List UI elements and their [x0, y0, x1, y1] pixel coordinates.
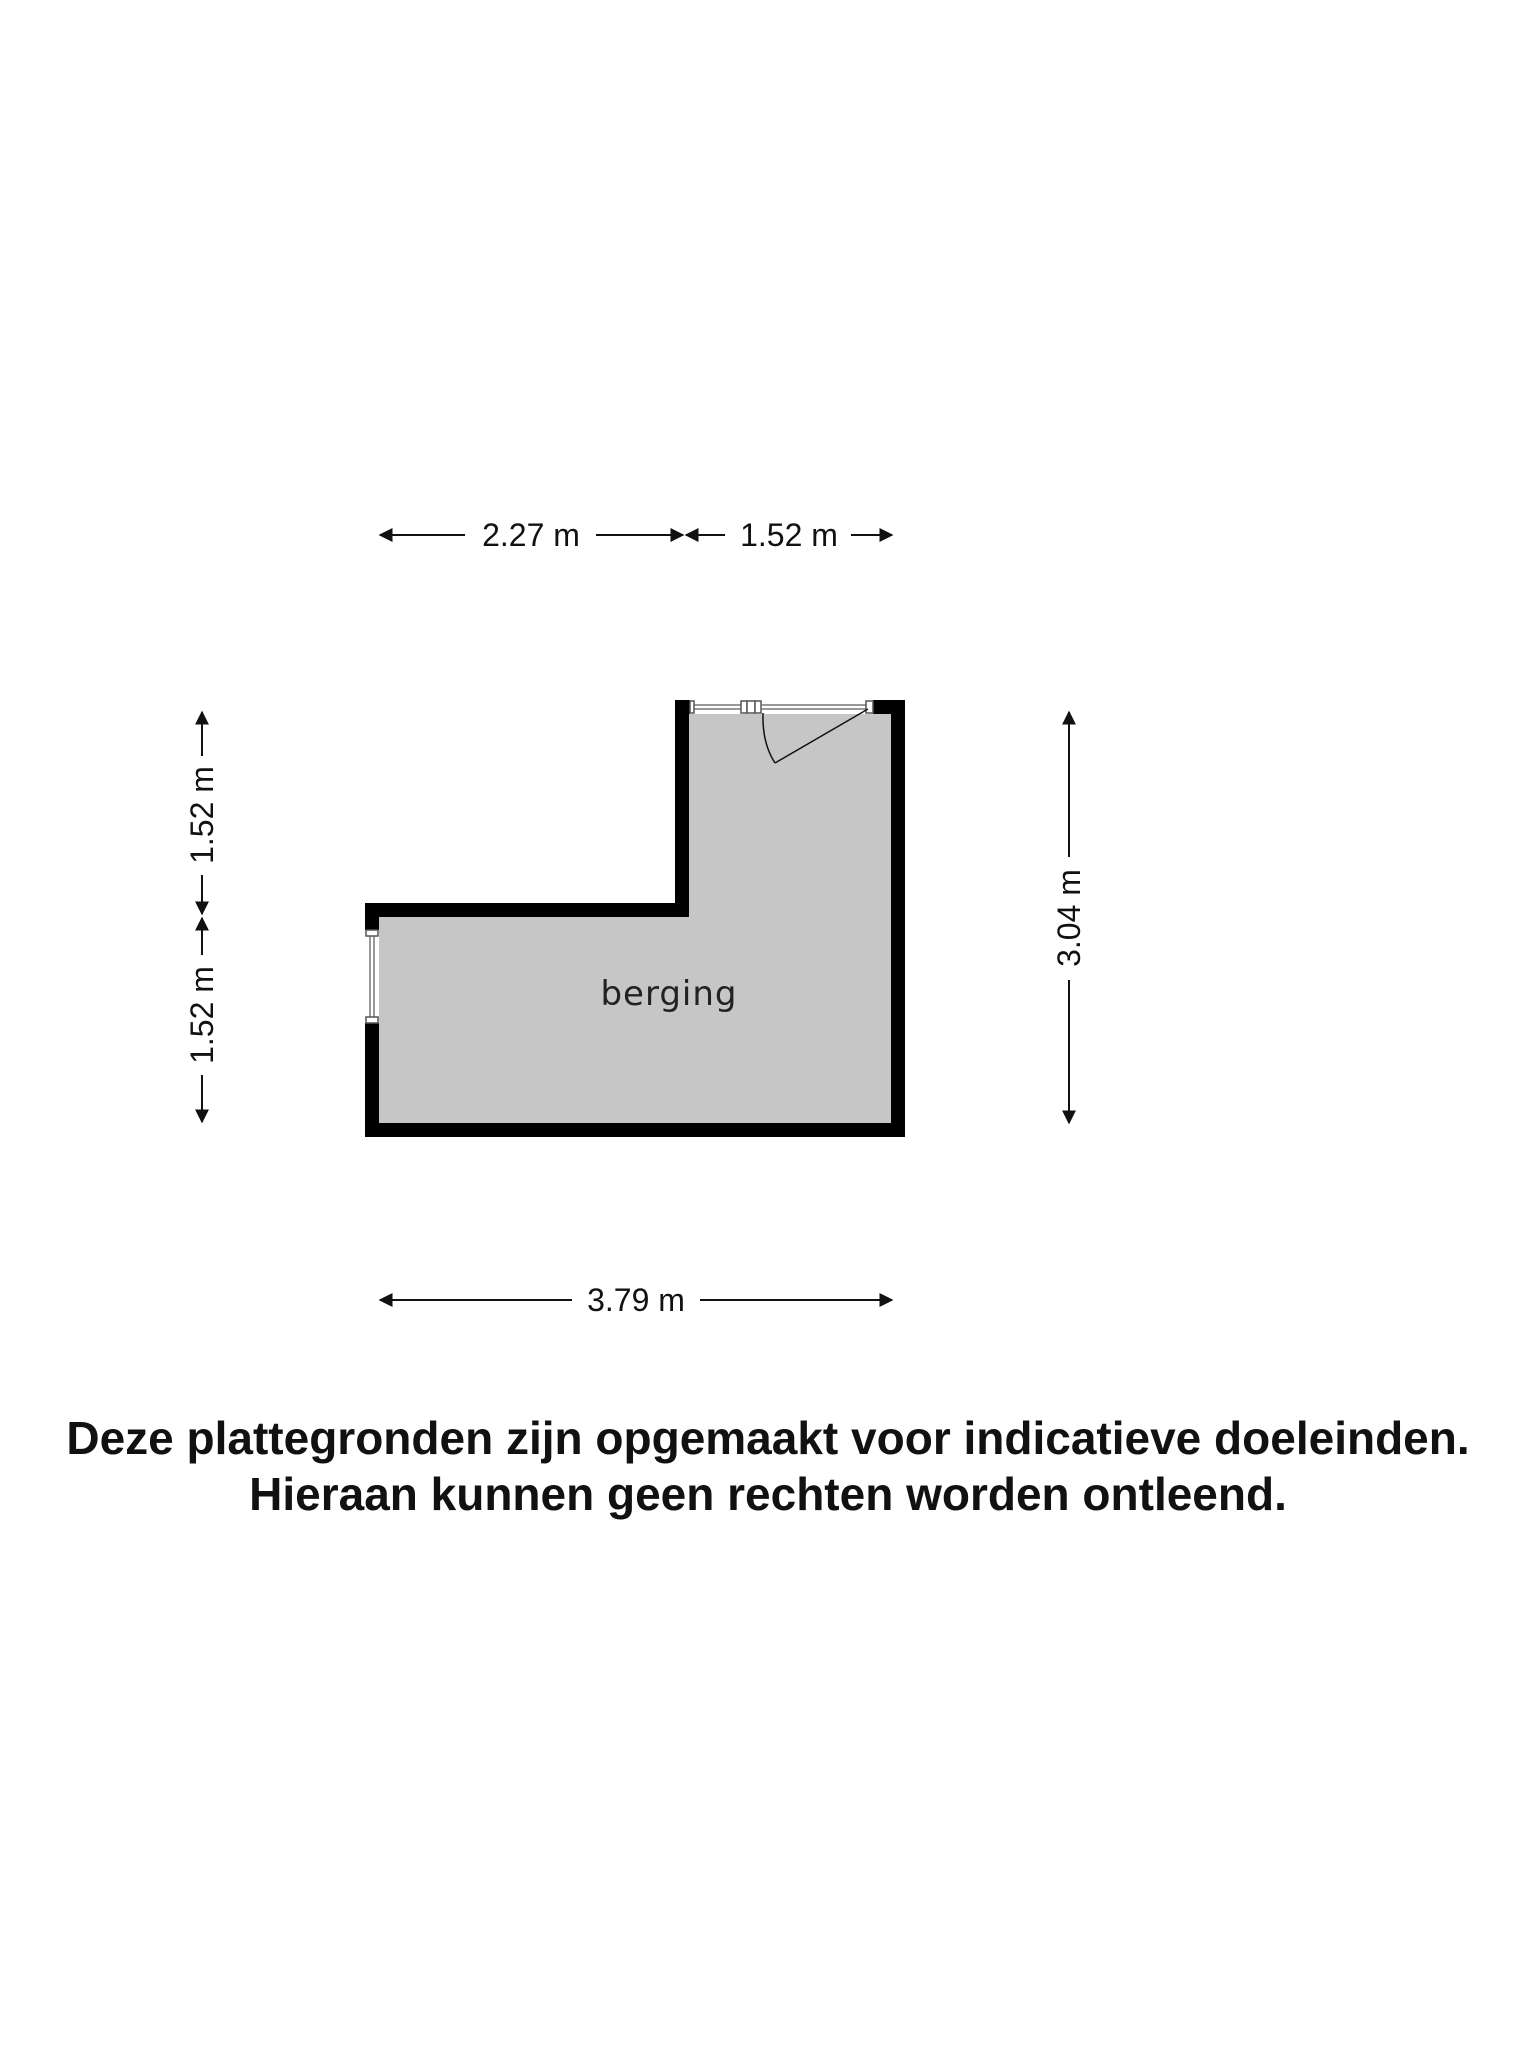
dimension-bottom: [380, 1282, 892, 1318]
disclaimer-line-2: Hieraan kunnen geen rechten worden ontleend.: [249, 1468, 1287, 1520]
floor-area: [379, 714, 891, 1123]
dimension-left-upper-label: 1.52 m: [184, 766, 220, 864]
dimension-left-lower-label: 1.52 m: [184, 966, 220, 1064]
dimension-top-right-label: 1.52 m: [740, 517, 838, 553]
dimension-top-right: [686, 517, 892, 553]
disclaimer: [0, 1410, 1536, 1522]
dimension-left-upper: [184, 712, 220, 914]
window-top: [690, 700, 873, 714]
disclaimer-line-1: Deze plattegronden zijn opgemaakt voor indicatieve doeleinden.: [66, 1412, 1470, 1464]
window-left: [365, 930, 379, 1023]
dimension-bottom-label: 3.79 m: [587, 1282, 685, 1318]
dimension-right-label: 3.04 m: [1051, 869, 1087, 967]
room-label: berging: [600, 974, 738, 1014]
dimension-right: [1051, 712, 1087, 1123]
dimension-top-left: [380, 517, 683, 553]
dimension-left-lower: [184, 918, 220, 1122]
dimension-top-left-label: 2.27 m: [482, 517, 580, 553]
